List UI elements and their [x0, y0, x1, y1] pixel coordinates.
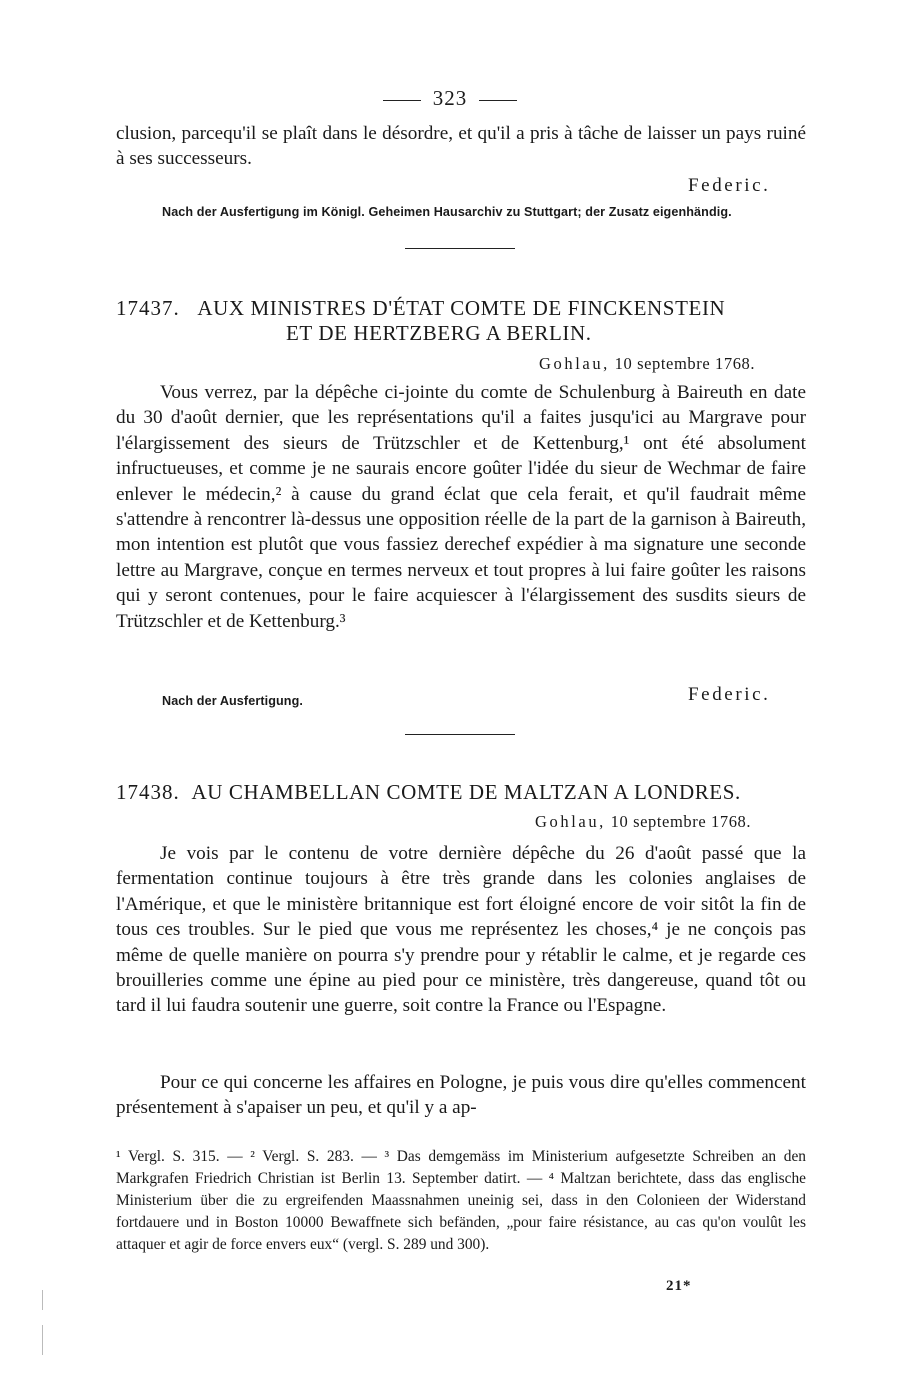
letter-number: 17437.	[116, 296, 180, 320]
letter-heading-text: AU CHAMBELLAN COMTE DE MALTZAN A LONDRES.	[191, 780, 741, 804]
signature-federic-2: Federic.	[688, 684, 771, 705]
section-divider-2	[405, 734, 515, 735]
page-number: 323	[432, 86, 468, 110]
letter-17438-paragraph-2: Pour ce qui concerne les affaires en Pologne, je puis vous dire qu'elles commencent présentement à s'apaiser un peu, et qu'il y a ap-	[116, 1072, 806, 1119]
letter-17438-paragraph-1: Je vois par le contenu de votre dernière dépêche du 26 d'août passé que la fermentation continue toujours à être très grande dans les colonies anglaises de l'Amérique, et que le ministère britannique est fort éloigné encore de voir sitôt la fin de tous ces troubles. Sur le pied que vous me représentez les choses,⁴ je ne conçois pas même de quelle manière on pourra s'y prendre pour y rétablir le calme, et je regarde ces brouilleries comme une épine au pied pour ce ministère, très dangereuse, quand tôt ou tard il lui faudra soutenir une guerre, soit contre la France ou l'Espagne.	[116, 843, 806, 1017]
dateline-17438	[535, 812, 751, 832]
letter-number: 17438.	[116, 780, 180, 804]
section-divider-1	[405, 248, 515, 249]
letter-heading-17437	[116, 296, 806, 321]
header-dash-right	[479, 100, 517, 101]
dateline-date: 10 septembre 1768.	[610, 812, 752, 831]
scan-edge-mark-1	[42, 1290, 43, 1310]
letter-heading-line-1: AUX MINISTRES D'ÉTAT COMTE DE FINCKENSTEIN	[197, 296, 726, 320]
signature-federic-1: Federic.	[688, 175, 771, 196]
signature-mark: 21*	[666, 1278, 692, 1294]
dateline-place: Gohlau,	[535, 812, 606, 831]
continued-paragraph: clusion, parcequ'il se plaît dans le désordre, et qu'il a pris à tâche de laisser un pays ruiné à ses successeurs.	[116, 123, 806, 170]
letter-heading-17438	[116, 780, 806, 805]
dateline-17437	[539, 354, 755, 374]
letter-17437-body: Vous verrez, par la dépêche ci-jointe du comte de Schulenburg à Baireuth en date du 30 d'août dernier, que les représentations qu'il a faites jusqu'ici au Margrave pour l'élargissement des sieurs de Trützschler et de Kettenburg,¹ ont été absolument infructueuses, et comme je ne saurais encore goûter l'idée du sieur de Wechmar de faire enlever le médecin,² à cause du grand éclat que cela ferait, et qu'il faudrait même s'attendre à rencontrer là-dessus une opposition réelle de la part de la garnison à Baireuth, mon intention est plutôt que vous fassiez derechef expédier à ma signature une seconde lettre au Margrave, conçue en termes nerveux et tout propres à lui faire goûter les raisons qui y seront contenues, pour le faire acquiescer à l'élargissement des susdits sieurs de Trützschler et de Kettenburg.³	[116, 382, 806, 632]
page-header	[0, 86, 900, 111]
source-note-1: Nach der Ausfertigung im Königl. Geheimen Hausarchiv zu Stuttgart; der Zusatz eigenhändig.	[162, 205, 732, 219]
dateline-place: Gohlau,	[539, 354, 610, 373]
scan-edge-mark-2	[42, 1325, 43, 1355]
letter-heading-17437-line-2: ET DE HERTZBERG A BERLIN.	[286, 321, 592, 345]
footnotes: ¹ Vergl. S. 315. — ² Vergl. S. 283. — ³ Das demgemäss im Ministerium aufgesetzte Schreiben an den Markgrafen Friedrich Christian ist Berlin 13. September datirt. — ⁴ Maltzan berichtete, dass das englische Ministerium über die zu ergreifenden Maassnahmen uneinig sei, dass in den Colonieen der Widerstand fortdauere und in Boston 10000 Bewaffnete sich befänden, „pour faire résistance, au cas qu'on voulût les attaquer et agir de force envers eux“ (vergl. S. 289 und 300).	[116, 1148, 806, 1253]
source-note-2: Nach der Ausfertigung.	[162, 694, 303, 708]
header-dash-left	[383, 100, 421, 101]
dateline-date: 10 septembre 1768.	[614, 354, 756, 373]
